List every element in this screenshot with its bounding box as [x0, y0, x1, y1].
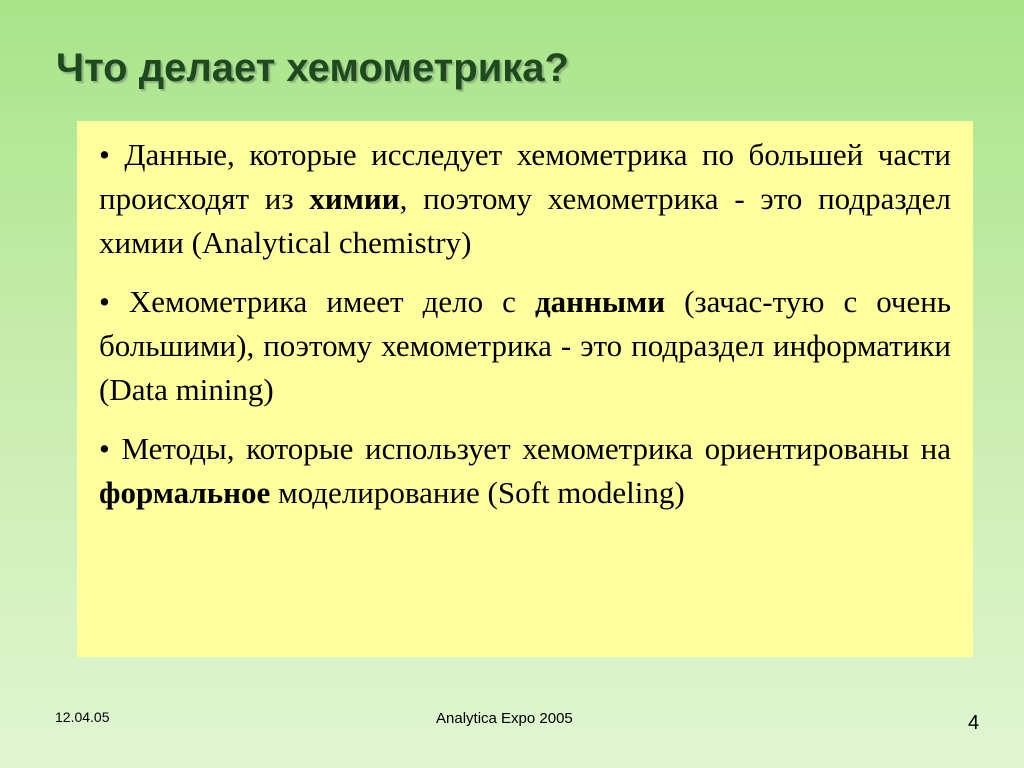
bullet-item-data [99, 280, 951, 412]
bullet-text: Данные, которые исследует хемометрика по большей части происходят из [99, 137, 951, 216]
bullet-text-continued: , поэтому хемометрика - это подраздел химии (Analytical chemistry) [99, 181, 952, 260]
bullet-text-continued: моделирование (Soft modeling) [278, 475, 685, 510]
bullet-text-continued: (зачас-тую с очень большими), поэтому хемометрика - это подраздел информатики (Data mining) [99, 284, 952, 407]
bullet-bold-term: химии [309, 181, 400, 216]
bullet-marker: • [99, 137, 110, 172]
content-box [77, 121, 973, 657]
bullet-marker: • [99, 431, 110, 466]
bullet-text: Методы, которые использует хемометрика ориентированы на [121, 431, 951, 466]
bullet-bold-term: данными [534, 284, 666, 319]
bullet-bold-term: формальное [99, 475, 271, 510]
bullet-item-chemistry [99, 133, 951, 265]
bullet-item-methods [99, 427, 951, 515]
footer-event-name: Analytica Expo 2005 [436, 710, 573, 727]
slide-title: Что делает хемометрика? [56, 46, 569, 90]
slide-page-number: 4 [968, 712, 980, 734]
footer-date: 12.04.05 [55, 709, 110, 725]
bullet-marker: • [99, 284, 110, 319]
bullet-text: Хемометрика имеет дело с [128, 284, 516, 319]
